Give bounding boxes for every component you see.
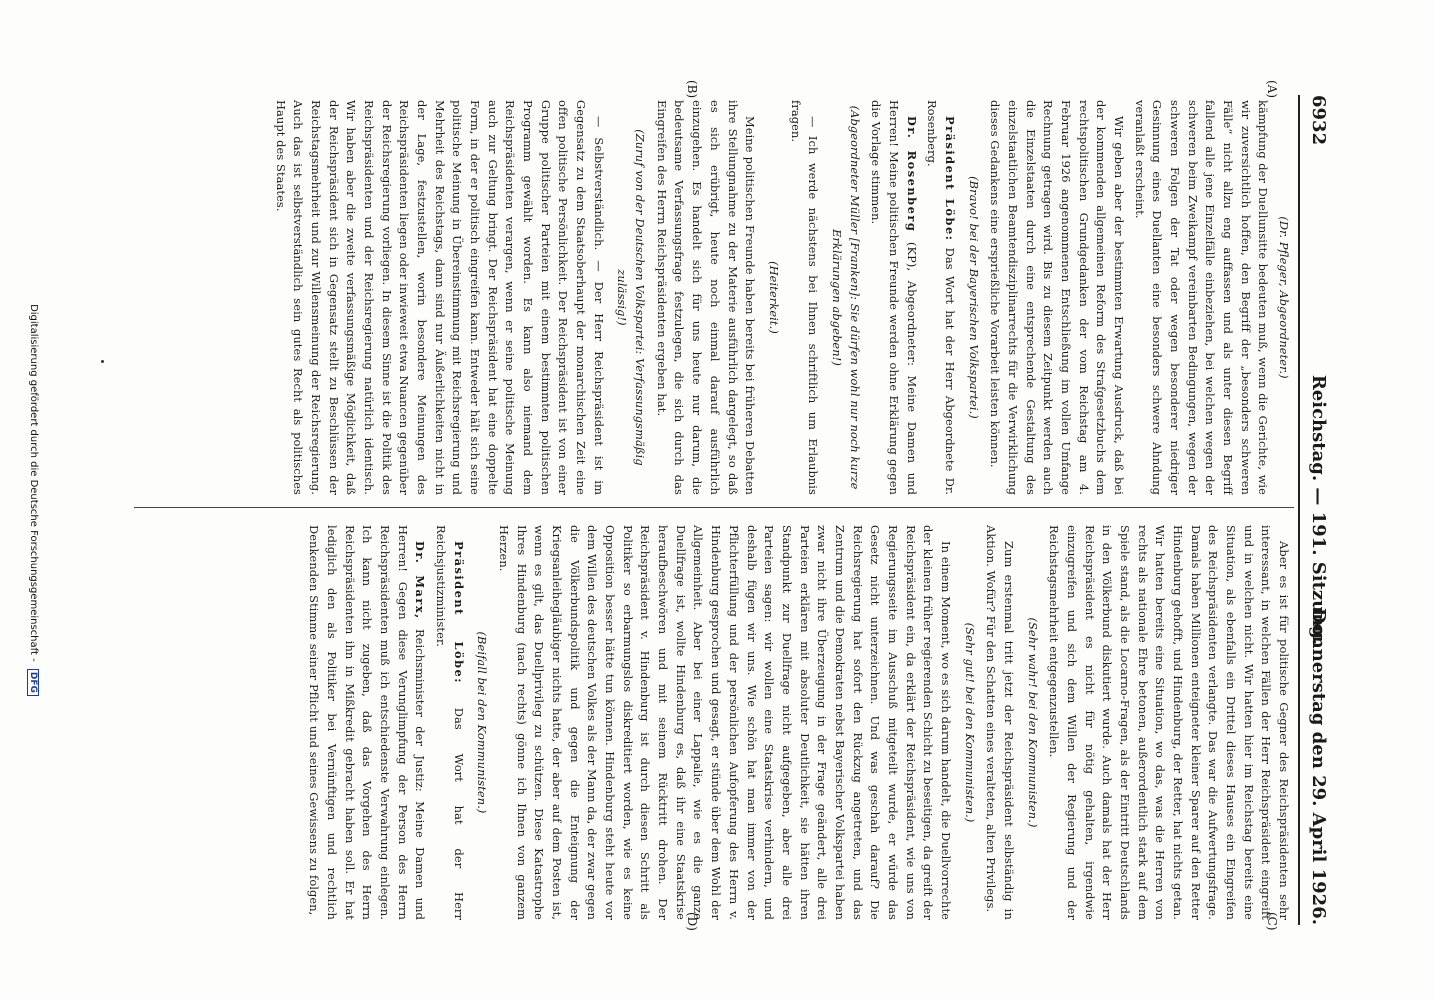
page-number: 6932 (1308, 95, 1329, 146)
paragraph: — Selbstverständlich. — Der Herr Reichspräsident ist im Gegensatz zu dem Staatsoberhaupt der monarchischen Zeit eine offen politische Persönlichkeit. Der Reichspräsident ist von einer Gruppe politischer Parteien mit einem bestimmten politischen Programm gewählt worden. Es kann also niemand dem Reichspräsidenten verargen, wenn er seine politische Meinung auch zur Geltung bringt. Der Reichspräsident hat eine doppelte Form, in der er politisch eingreifen kann. Entweder hält sich seine politische Meinung in Übereinstimmung mit Reichsregierung und Mehrheit des Reichstags, dann sind nur Äußerlichkeiten nicht in der Lage, festzustellen, worin besondere Meinungen des Reichspräsidenten liegen oder inwieweit etwa Nuancen gegenüber der Reichsregierung vorliegen. In diesem Sinne ist die Politik des Reichspräsidenten und der Reichsregierung natürlich identisch. Wir haben aber die zweite verfassungsmäßige Möglichkeit, daß der Reichspräsident sich in Gegensatz stellt zu Beschlüssen der Reichstagsmehrheit und zur Willensmeinung der Reichsregierung. Auch das ist selbstverständlich sein gutes Recht als politisches Haupt des Staates. (273, 100, 606, 495)
dfg-logo: DFG (27, 669, 39, 696)
speaker-name: Präsident Löbe: (451, 541, 466, 685)
paragraph (923, 100, 958, 495)
paragraph: Aber es ist für politische Gegner des Reichspräsidenten sehr interessant, in welchen Fällen der Herr Reichspräsident eingreift und in welchen nicht. Wir hatten hier im Reichstag bereits eine Situation, als ebenfalls ein Drittel dieses Hauses ein Eingreifen des Reichspräsidenten verlangte. Das war die Aufwertungsfrage. Damals haben Millionen enteigneter kleiner Sparer auf den Retter Hindenburg gehofft, und Hindenburg, der Retter, hat nichts getan. Wir hatten bereits eine Situation, wo das, was die Herren von rechts als nationale Ehre betonen, außerordentlich stark auf dem Spiele stand, als die Locarno-Fragen, als der Eintritt Deutschlands in den Völkerbund diskutiert wurde. Auch damals hat der Herr Reichspräsident es nicht für nötig gehalten, irgendwie einzugreifen und sich dem Willen der Regierung und der Reichstagsmehrheit entgegenzustellen. (1047, 525, 1291, 920)
speech-text: Reichsminister der Justiz: Meine Damen und Herren! Gegen diese Verunglimpfung der Person des Herrn Reichspräsidenten muß ich entschiedenste Verwahrung einlegen. Ich kann nicht zugeben, daß das Vorgehen des Herrn Reichspräsidenten ihn in Mißkredit gebracht haben soll. Er hat lediglich den als Politiker bei Vernünftigen und rechtlich Denkenden Stimme seiner Pflicht und seines Gewissens zu folgen, (307, 525, 428, 920)
margin-marker-b: (B) (685, 80, 699, 99)
interjection: (Bravo! bei der Bayerischen Volkspartei.) (966, 176, 981, 419)
paragraph: In einem Moment, wo es sich darum handelt, die Duellvorrechte der kleinen früher regierenden Schicht zu beseitigen, da greift der Reichspräsident ein, da erklärt der Reichspräsident, wie uns von Regierungsseite im Ausschuß mitgeteilt wurde, er würde das Gesetz nicht unterzeichnen. Und was geschah darauf? Die Reichsregierung hat sofort den Rückzug angetreten, und das Zentrum und die Demokraten nebst Bayerischer Volkspartei haben zwar nicht ihre Überzeugung in der Frage geändert, alle drei Parteien erklären mit absoluter Deutlichkeit, sie hätten ihren Standpunkt zur Duellfrage nicht aufgegeben, aber alle drei Parteien sagen: wir wollen eine Staatskrise verhindern, und deshalb fügen wir uns. Wie schön hat man immer von der Pflichterfüllung und der persönlichen Aufopferung des Herrn v. Hindenburg gesprochen und gesagt, er stünde über dem Wohl der Allgemeinheit. Aber bei einer Lappalie, wie es die ganze Duellfrage ist, wollte Hindenburg es, daß ihr eine Staatskrise heraufbeschwören und mit seinem Rücktritt drohen. Der Reichspräsident v. Hindenburg ist durch diesen Schritt als Politiker so erbarmungslos diskreditiert worden, wie es keine Opposition besser hätte tun können. Hindenburg steht heute vor dem Willen des deutschen Volkes als der Mann da, der zwar gegen die Völkerbundspolitik und gegen die Enteignung der Kriegsanleihegläubiger nichts hatte, der aber auf dem Posten ist, wenn es gilt, das Duellprivileg zu schützen. Diese Katastrophe Ihres Hindenburg (nach rechts) gönne ich Ihnen von ganzem Herzen. (497, 525, 953, 920)
column-divider (134, 507, 1294, 508)
session-title: Reichstag. — 191. Sitzung. (1308, 374, 1329, 646)
margin-marker-a: (A) (1265, 80, 1279, 99)
paragraph: — Ich werde nächstens bei Ihnen schriftlich um Erlaubnis fragen. (788, 100, 821, 495)
session-date: Donnerstag den 29. April 1926. (1308, 607, 1329, 925)
interjection: (Beifall bei den Kommunisten.) (475, 631, 490, 814)
speech-text: Das Wort hat der Herr Abgeordnete Dr. Rosenberg. (925, 100, 957, 495)
digitization-credit (27, 0, 39, 1000)
interjection: (Sehr wahr! bei den Kommunisten.) (1025, 617, 1040, 828)
left-column (122, 100, 1292, 495)
speech-text: (KP), Abgeordneter: Meine Damen und Herren! Meine politischen Freunde werden ohne Erklärung gegen die Vorlage stimmen. (869, 100, 919, 495)
ink-speck (101, 360, 104, 363)
paragraph: kämpfung der Duellunsitte bedeuten muß, wenn die Gerichte, wie wir zuversichtlich hoffen, den Begriff der „besonders schweren Fälle“ nicht allzu eng auffassen und als unter diesen Begriff fallend alle jene Einzelfälle einbeziehen, bei welchen wegen der schweren beim Zweikampf vereinbarten Bedingungen, wegen der schweren Folgen der Tat oder wegen besonderer niedriger Gesinnung eines Duellanten eine besonders schwere Ahndung veranlaßt erscheint. (1132, 100, 1271, 495)
header-rule (1298, 95, 1300, 925)
paragraph: Zum erstenmal tritt jetzt der Reichspräsident selbständig in Aktion. Wofür? Für den Schatten eines veralteten, alten Privilegs. (984, 525, 1016, 920)
paragraph: Meine politischen Freunde haben bereits bei früheren Debatten ihre Stellungnahme zu der Materie ausführlich dargelegt, so daß es sich erübrigt, heute noch einmal darauf ausführlich einzugehen. Es handelt sich für uns heute nur darum, die bedeutsame Verfassungsfrage festzulegen, die sich durch das Eingreifen des Herrn Reichspräsidenten ergeben hat. (654, 100, 758, 495)
interjection: (Sehr gut! bei den Kommunisten.) (962, 622, 977, 823)
interjection: (Abgeordneter Müller [Franken]: Sie dürfen wohl nur noch kurze Erklärungen abgeben!) (829, 105, 862, 490)
speaker-name: Präsident Löbe: (942, 116, 957, 242)
credit-text: Digitalisierung gefördert durch die Deutsche Forschungsgemeinschaft - (28, 304, 39, 662)
margin-marker-c: (C) (1265, 912, 1279, 931)
margin-marker-d: (D) (685, 912, 699, 931)
interjection: (Zuruf von der Deutschen Volkspartei: Verfassungsmäßig zulässig!) (615, 129, 648, 466)
paragraph (867, 100, 920, 495)
paragraph (305, 525, 429, 920)
page-header (1303, 95, 1329, 925)
continued-speaker: (Dr. Pfleger, Abgeordneter.) (1277, 216, 1291, 379)
paragraph (431, 525, 466, 920)
speech-text: Das Wort hat der Herr Reichsjustizminister. (434, 525, 466, 920)
right-column (122, 525, 1292, 920)
speaker-name: Dr. Rosenberg (904, 116, 919, 233)
paragraph: Wir geben aber der bestimmten Erwartung Ausdruck, daß bei der kommenden allgemeinen Reform des Strafgesetzbuchs dem rechtspolitischen Grundgedanken der vom Reichstag am 4. Februar 1926 angenommenen Entschließung im vollen Umfange Rechnung getragen wird. Bis zu diesem Zeitpunkt werden auch die Einzelstaaten durch eine entsprechende Gestaltung des einzelstaatlichen Beamtendisziplinarrechts für die Verwirklichung dieses Gedankens eine ersprießliche Vorarbeit leisten können. (988, 100, 1126, 495)
interjection: (Heiterkeit.) (766, 261, 781, 334)
speaker-name: Dr. Marx, (413, 541, 428, 620)
